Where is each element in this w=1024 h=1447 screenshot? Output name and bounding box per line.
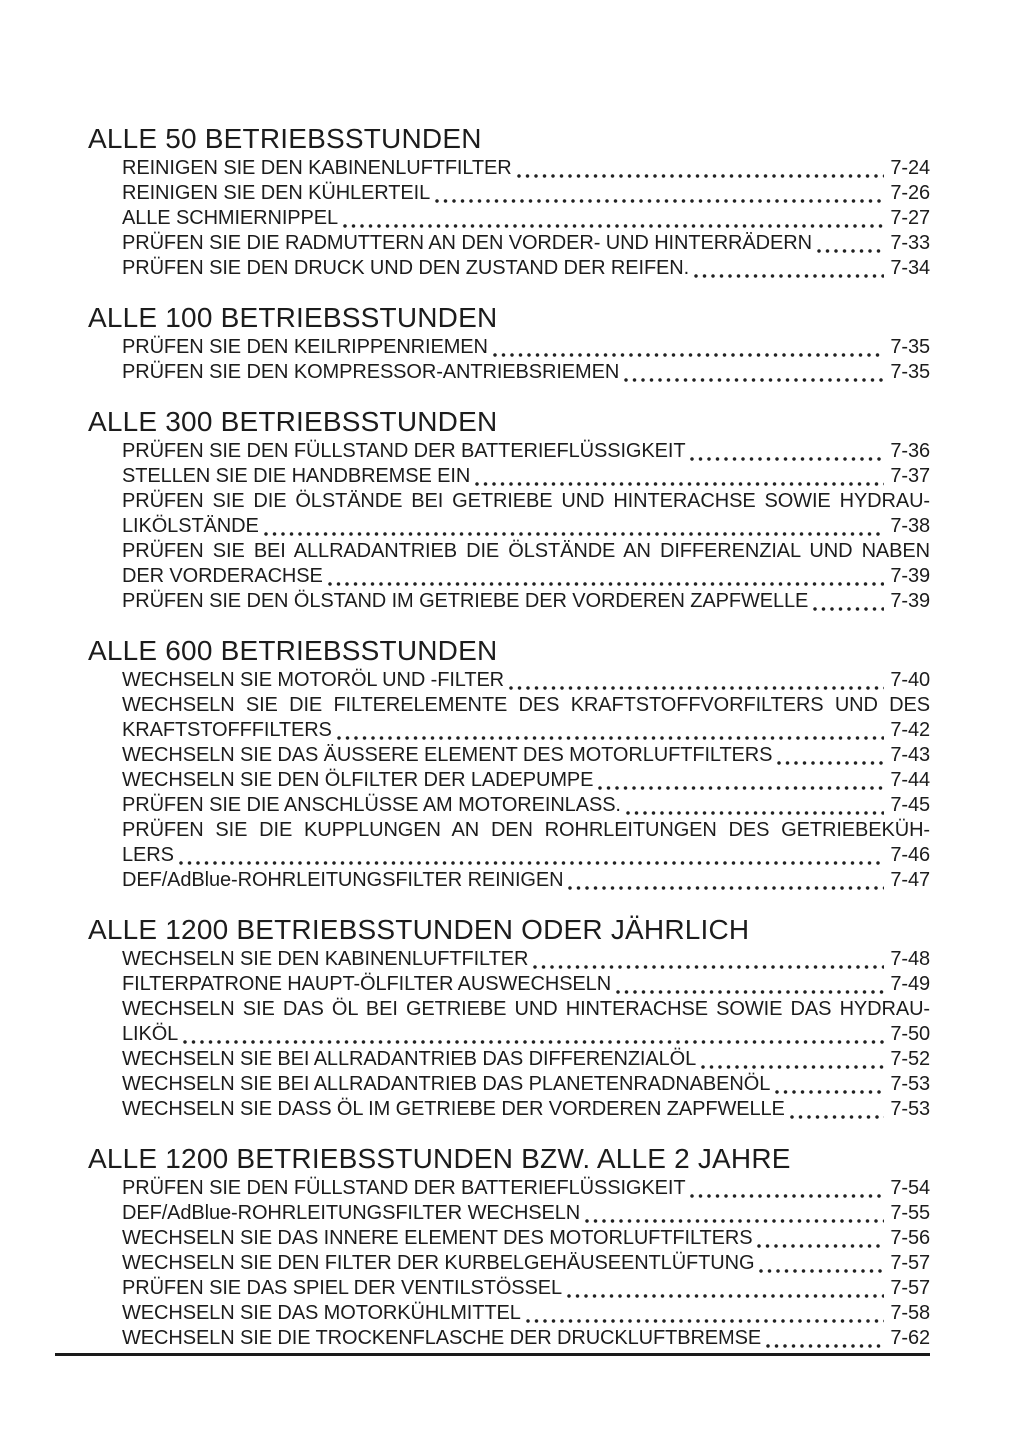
dot-leader [264, 514, 885, 539]
toc-entry [122, 693, 930, 743]
toc-entry-last-line [122, 1326, 930, 1351]
dot-leader [585, 1201, 884, 1226]
toc-entry-label: REINIGEN SIE DEN KABINENLUFTFILTER [122, 157, 512, 179]
toc-entry [122, 256, 930, 281]
dot-leader [694, 256, 884, 281]
toc-entry [122, 1276, 930, 1301]
toc-entry-last-line [122, 589, 930, 614]
toc-entry [122, 1201, 930, 1226]
page-number: 7-53 [890, 1098, 930, 1120]
page-number: 7-48 [890, 948, 930, 970]
dot-leader [509, 668, 884, 693]
toc-entry-last-line [122, 231, 930, 256]
toc-entry-last-line [122, 868, 930, 893]
toc-entry [122, 464, 930, 489]
dot-leader [533, 947, 884, 972]
toc-entry-last-line [122, 206, 930, 231]
page-number: 7-55 [890, 1202, 930, 1224]
page-number: 7-34 [890, 257, 930, 279]
toc-entry-label: STELLEN SIE DIE HANDBREMSE EIN [122, 465, 471, 487]
dot-leader [701, 1047, 884, 1072]
page-number: 7-27 [890, 207, 930, 229]
toc-entry-label: PRÜFEN SIE DEN KOMPRESSOR-ANTRIEBSRIEMEN [122, 361, 620, 383]
toc-entry [122, 181, 930, 206]
toc-entry [122, 818, 930, 868]
page-number: 7-35 [890, 361, 930, 383]
toc-entry-label: WECHSELN SIE BEI ALLRADANTRIEB DAS DIFFERENZIALÖL [122, 1048, 697, 1070]
page-number: 7-57 [890, 1277, 930, 1299]
toc-entry-list [122, 335, 930, 385]
toc-entry-label: WECHSELN SIE MOTORÖL UND -FILTER [122, 669, 505, 691]
toc-entry-line: PRÜFEN SIE DIE ÖLSTÄNDE BEI GETRIEBE UND HINTERACHSE SOWIE HYDRAU- [122, 490, 930, 512]
page-number: 7-49 [890, 973, 930, 995]
toc-section [88, 405, 930, 614]
toc-entry-label: PRÜFEN SIE DEN KEILRIPPENRIEMEN [122, 336, 488, 358]
toc-entry [122, 972, 930, 997]
toc-entry-last-line [122, 947, 930, 972]
toc-entry-last-line [122, 1022, 930, 1047]
dot-leader [568, 868, 884, 893]
toc-entry [122, 335, 930, 360]
page-number: 7-26 [890, 182, 930, 204]
toc-entry-last-line [122, 439, 930, 464]
section-heading: ALLE 600 BETRIEBSSTUNDEN [88, 635, 498, 666]
toc-entry [122, 589, 930, 614]
page-number: 7-54 [890, 1177, 930, 1199]
page-number: 7-58 [890, 1302, 930, 1324]
toc-entry-last-line [122, 181, 930, 206]
dot-leader [183, 1022, 884, 1047]
page-number: 7-57 [890, 1252, 930, 1274]
toc-section [88, 1142, 930, 1351]
toc-entry [122, 1251, 930, 1276]
toc-entry [122, 997, 930, 1047]
toc-entry-last-line [122, 718, 930, 743]
page-number: 7-43 [890, 744, 930, 766]
toc-entry [122, 231, 930, 256]
toc-entry-label: PRÜFEN SIE DIE ANSCHLÜSSE AM MOTOREINLASS. [122, 794, 621, 816]
toc-entry-last-line [122, 564, 930, 589]
toc-entry [122, 539, 930, 589]
dot-leader [813, 589, 884, 614]
toc-entry-label: PRÜFEN SIE DEN DRUCK UND DEN ZUSTAND DER REIFEN. [122, 257, 690, 279]
toc-entry [122, 1047, 930, 1072]
toc-entry-last-line [122, 256, 930, 281]
dot-leader [598, 768, 884, 793]
section-heading: ALLE 300 BETRIEBSSTUNDEN [88, 406, 498, 437]
toc-entry [122, 206, 930, 231]
toc-entry-last-line [122, 1251, 930, 1276]
toc-entry-label: WECHSELN SIE BEI ALLRADANTRIEB DAS PLANETENRADNABENÖL [122, 1073, 771, 1095]
toc-entry-label: PRÜFEN SIE DEN ÖLSTAND IM GETRIEBE DER VORDEREN ZAPFWELLE [122, 590, 809, 612]
toc-entry-line: WECHSELN SIE DAS ÖL BEI GETRIEBE UND HINTERACHSE SOWIE DAS HYDRAU- [122, 998, 930, 1020]
page-number: 7-33 [890, 232, 930, 254]
section-heading: ALLE 1200 BETRIEBSSTUNDEN ODER JÄHRLICH [88, 914, 750, 945]
toc-entry-last-line [122, 1072, 930, 1097]
dot-leader [337, 718, 885, 743]
dot-leader [328, 564, 885, 589]
dot-leader [626, 793, 884, 818]
toc-entry-last-line [122, 464, 930, 489]
toc-entry-last-line [122, 1276, 930, 1301]
toc-entry-last-line [122, 793, 930, 818]
toc-entry-last-line [122, 1176, 930, 1201]
toc-entry-last-line [122, 668, 930, 693]
toc-section [88, 122, 930, 281]
toc-entry-label: DER VORDERACHSE [122, 565, 323, 587]
page-number: 7-47 [890, 869, 930, 891]
toc-entry [122, 489, 930, 539]
toc-entry [122, 947, 930, 972]
toc-entry-last-line [122, 1201, 930, 1226]
dot-leader [817, 231, 884, 256]
toc-entry-label: LIKÖL [122, 1023, 179, 1045]
toc-entry-label: WECHSELN SIE DEN KABINENLUFTFILTER [122, 948, 529, 970]
toc-entry-label: ALLE SCHMIERNIPPEL [122, 207, 339, 229]
dot-leader [759, 1251, 884, 1276]
toc-entry-last-line [122, 972, 930, 997]
page-number: 7-36 [890, 440, 930, 462]
toc-entry-last-line [122, 360, 930, 385]
toc-entry-label: LERS [122, 844, 174, 866]
toc-entry-last-line [122, 1097, 930, 1122]
toc-entry-label: WECHSELN SIE DAS INNERE ELEMENT DES MOTORLUFTFILTERS [122, 1227, 753, 1249]
toc-entry [122, 793, 930, 818]
page-number: 7-56 [890, 1227, 930, 1249]
toc-entry-label: PRÜFEN SIE DIE RADMUTTERN AN DEN VORDER- UND HINTERRÄDERN [122, 232, 812, 254]
toc-entry [122, 1097, 930, 1122]
dot-leader [616, 972, 884, 997]
dot-leader [435, 181, 884, 206]
page-number: 7-35 [890, 336, 930, 358]
toc-entry [122, 156, 930, 181]
page-number: 7-24 [890, 157, 930, 179]
toc-entry-list [122, 439, 930, 614]
toc-entry [122, 768, 930, 793]
toc-section [88, 913, 930, 1122]
dot-leader [517, 156, 885, 181]
page-number: 7-42 [890, 719, 930, 741]
toc-entry-last-line [122, 1047, 930, 1072]
toc-entry-label: KRAFTSTOFFFILTERS [122, 719, 332, 741]
dot-leader [567, 1276, 884, 1301]
toc-entry-last-line [122, 1226, 930, 1251]
toc-entry-label: PRÜFEN SIE DEN FÜLLSTAND DER BATTERIEFLÜSSIGKEIT [122, 1177, 686, 1199]
dot-leader [690, 1176, 884, 1201]
dot-leader [775, 1072, 884, 1097]
toc-entry [122, 1176, 930, 1201]
toc-entry-label: PRÜFEN SIE DAS SPIEL DER VENTILSTÖSSEL [122, 1277, 563, 1299]
toc-entry-label: REINIGEN SIE DEN KÜHLERTEIL [122, 182, 431, 204]
toc-entry-last-line [122, 156, 930, 181]
toc-entry [122, 743, 930, 768]
page-number: 7-53 [890, 1073, 930, 1095]
page-number: 7-39 [890, 565, 930, 587]
toc-entry [122, 439, 930, 464]
toc-entry-last-line [122, 335, 930, 360]
page-number: 7-38 [890, 515, 930, 537]
toc-entry-last-line [122, 768, 930, 793]
page-number: 7-50 [890, 1023, 930, 1045]
dot-leader [757, 1226, 884, 1251]
dot-leader [343, 206, 884, 231]
toc-entry-label: DEF/AdBlue-ROHRLEITUNGSFILTER WECHSELN [122, 1202, 581, 1224]
toc-entry-list [122, 947, 930, 1122]
toc-entry-last-line [122, 514, 930, 539]
page-number: 7-46 [890, 844, 930, 866]
page-number: 7-44 [890, 769, 930, 791]
toc-entry [122, 668, 930, 693]
toc-entry [122, 1301, 930, 1326]
toc-section [88, 301, 930, 385]
toc-entry [122, 1072, 930, 1097]
toc-entry-label: WECHSELN SIE DEN FILTER DER KURBELGEHÄUSEENTLÜFTUNG [122, 1252, 755, 1274]
toc-entry-last-line [122, 743, 930, 768]
toc-entry-label: WECHSELN SIE DEN ÖLFILTER DER LADEPUMPE [122, 769, 594, 791]
toc-entry [122, 868, 930, 893]
dot-leader [526, 1301, 885, 1326]
page-number: 7-62 [890, 1327, 930, 1349]
footer-rule [55, 1353, 930, 1356]
toc-entry-label: LIKÖLSTÄNDE [122, 515, 259, 537]
page-number: 7-39 [890, 590, 930, 612]
toc-entry-label: FILTERPATRONE HAUPT-ÖLFILTER AUSWECHSELN [122, 973, 612, 995]
page-number: 7-45 [890, 794, 930, 816]
dot-leader [777, 743, 884, 768]
toc-entry-line: PRÜFEN SIE BEI ALLRADANTRIEB DIE ÖLSTÄNDE AN DIFFERENZIAL UND NABEN [122, 540, 930, 562]
toc-entry-label: PRÜFEN SIE DEN FÜLLSTAND DER BATTERIEFLÜSSIGKEIT [122, 440, 686, 462]
page-number: 7-52 [890, 1048, 930, 1070]
dot-leader [179, 843, 885, 868]
dot-leader [475, 464, 884, 489]
toc-entry [122, 1226, 930, 1251]
toc-entry-list [122, 156, 930, 281]
section-heading: ALLE 50 BETRIEBSSTUNDEN [88, 123, 482, 154]
toc-entry-label: WECHSELN SIE DAS ÄUSSERE ELEMENT DES MOTORLUFTFILTERS [122, 744, 773, 766]
toc-entry-label: DEF/AdBlue-ROHRLEITUNGSFILTER REINIGEN [122, 869, 564, 891]
section-heading: ALLE 100 BETRIEBSSTUNDEN [88, 302, 498, 333]
dot-leader [790, 1097, 885, 1122]
page-number: 7-40 [890, 669, 930, 691]
toc-entry [122, 360, 930, 385]
toc-entry-label: WECHSELN SIE DASS ÖL IM GETRIEBE DER VORDEREN ZAPFWELLE [122, 1098, 785, 1120]
section-heading: ALLE 1200 BETRIEBSSTUNDEN BZW. ALLE 2 JAHRE [88, 1143, 791, 1174]
toc-entry-list [122, 668, 930, 893]
toc-entry-line: WECHSELN SIE DIE FILTERELEMENTE DES KRAFTSTOFFVORFILTERS UND DES [122, 694, 930, 716]
dot-leader [766, 1326, 884, 1351]
toc-entry [122, 1326, 930, 1351]
dot-leader [493, 335, 884, 360]
toc-entry-list [122, 1176, 930, 1351]
toc-entry-last-line [122, 843, 930, 868]
toc-entry-line: PRÜFEN SIE DIE KUPPLUNGEN AN DEN ROHRLEITUNGEN DES GETRIEBEKÜH- [122, 819, 930, 841]
page-number: 7-37 [890, 465, 930, 487]
toc-entry-label: WECHSELN SIE DIE TROCKENFLASCHE DER DRUCKLUFTBREMSE [122, 1327, 762, 1349]
dot-leader [624, 360, 884, 385]
toc-entry-last-line [122, 1301, 930, 1326]
toc-sections [0, 122, 1024, 1351]
dot-leader [690, 439, 884, 464]
toc-entry-label: WECHSELN SIE DAS MOTORKÜHLMITTEL [122, 1302, 521, 1324]
toc-section [88, 634, 930, 893]
